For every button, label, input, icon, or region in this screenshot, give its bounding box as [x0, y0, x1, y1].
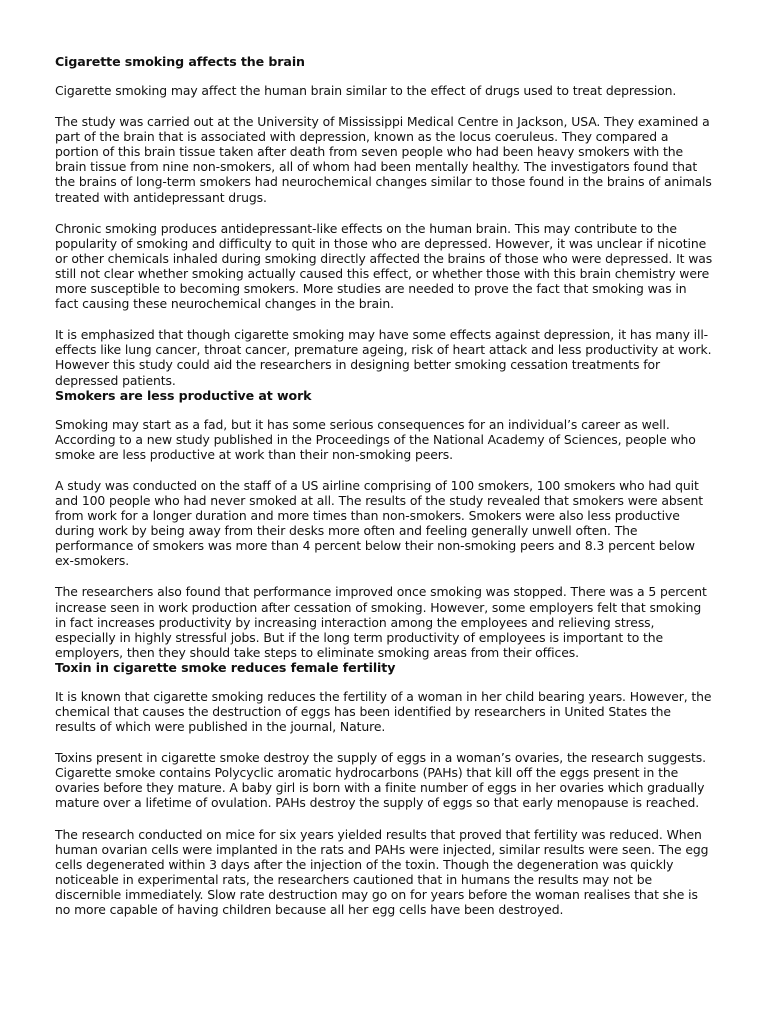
paragraph: It is known that cigarette smoking reduces the fertility of a woman in her child bearing years. However, the chemical that causes the destruction of eggs has been identified by researchers in United States the results of which were published in the journal, Nature.	[55, 688, 712, 735]
paragraph: Chronic smoking produces antidepressant-like effects on the human brain. This may contribute to the popularity of smoking and difficulty to quit in those who are depressed. However, it was unclear if nicotine or other chemicals inhaled during smoking directly affected the brains of those who were depressed. It was still not clear whether smoking actually caused this effect, or whether those with this brain chemistry were more susceptible to becoming smokers. More studies are needed to prove the fact that smoking was in fact causing these neurochemical changes in the brain.	[55, 220, 713, 312]
paragraph: Smoking may start as a fad, but it has some serious consequences for an individual’s career as well. According to a new study published in the Proceedings of the National Academy of Sciences, people who smoke are less productive at work than their non-smoking peers.	[55, 416, 696, 462]
paragraph: Cigarette smoking may affect the human brain similar to the effect of drugs used to treat depression.	[55, 83, 677, 98]
paragraph: The research conducted on mice for six years yielded results that proved that fertility was reduced. When human ovarian cells were implanted in the rats and PAHs were injected, similar results were seen. The egg cells degenerated within 3 days after the injection of the toxin. Though the degeneration was quickly noticeable in experimental rats, the researchers cautioned that in humans the results may not be discernible immediately. Slow rate destruction may go on for years before the woman realises that she is no more capable of having children because all her egg cells have been destroyed.	[55, 826, 709, 918]
section-heading-productivity: Smokers are less productive at work	[55, 387, 312, 403]
paragraph: The study was carried out at the University of Mississippi Medical Centre in Jackson, USA. They examined a part of the brain that is associated with depression, known as the locus coeruleus. They compared a portion of this brain tissue taken after death from seven people who had been heavy smokers with the brain tissue from nine non-smokers, all of whom had been mentally healthy. The investigators found that the brains of long-term smokers had neurochemical changes similar to those found in the brains of animals treated with antidepressant drugs.	[55, 114, 712, 205]
section-heading-brain: Cigarette smoking affects the brain	[55, 54, 305, 69]
paragraph: Toxins present in cigarette smoke destroy the supply of eggs in a woman’s ovaries, the research suggests. Cigarette smoke contains Polycyclic aromatic hydrocarbons (PAHs) that kill off the eggs present in the ovaries before they mature. A baby girl is born with a finite number of eggs in her ovaries which gradually mature over a lifetime of ovulation. PAHs destroy the supply of eggs so that early menopause is reached.	[55, 750, 706, 811]
paragraph: The researchers also found that performance improved once smoking was stopped. There was a 5 percent increase seen in work production after cessation of smoking. However, some employers felt that smoking in fact increases productivity by increasing interaction among the employees and relieving stress, especially in highly stressful jobs. But if the long term productivity of employees is important to the employers, then they should take steps to eliminate smoking areas from their offices.	[55, 584, 707, 660]
paragraph: It is emphasized that though cigarette smoking may have some effects against depression, it has many ill-effects like lung cancer, throat cancer, premature ageing, risk of heart attack and less productivity at work. However this study could aid the researchers in designing better smoking cessation treatments for depressed patients.	[55, 327, 712, 388]
paragraph: A study was conducted on the staff of a US airline comprising of 100 smokers, 100 smokers who had quit and 100 people who had never smoked at all. The results of the study revealed that smokers were absent from work for a longer duration and more times than non-smokers. Smokers were also less productive during work by being away from their desks more often and feeling generally unwell often. The performance of smokers was more than 4 percent below their non-smoking peers and 8.3 percent below ex-smokers.	[55, 477, 704, 569]
section-heading-fertility: Toxin in cigarette smoke reduces female fertility	[55, 659, 396, 675]
article-body	[55, 54, 713, 917]
